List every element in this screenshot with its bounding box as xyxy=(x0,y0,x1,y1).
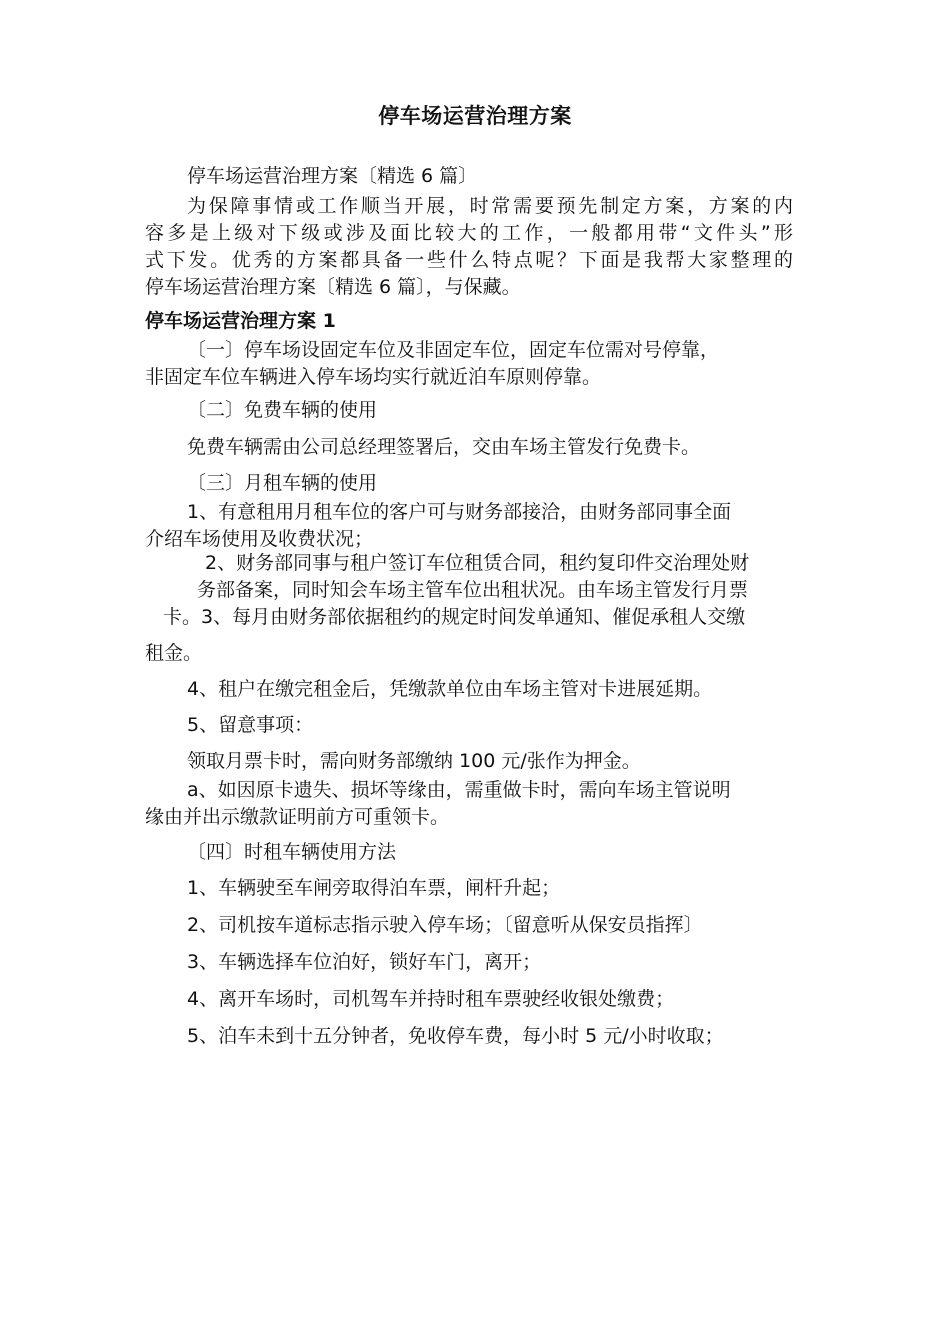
s4-heading: 〔四〕时租车辆使用方法 xyxy=(187,841,397,863)
s3-4: 4、租户在缴完租金后，凭缴款单位由车场主管对卡进展延期。 xyxy=(187,678,713,700)
intro-line-4: 停车场运营治理方案〔精选 6 篇〕，与保藏。 xyxy=(145,276,521,298)
s3-heading: 〔三〕月租车辆的使用 xyxy=(187,472,378,494)
document-subtitle: 停车场运营治理方案〔精选 6 篇〕 xyxy=(187,165,478,187)
s1-line-1: 〔一〕停车场设固定车位及非固定车位，固定车位需对号停靠， xyxy=(187,339,720,361)
s4-item-4: 4、离开车场时，司机驾车并持时租车票驶经收银处缴费； xyxy=(187,988,675,1010)
s2-text: 免费车辆需由公司总经理签署后，交由车场主管发行免费卡。 xyxy=(187,436,701,458)
s4-item-5: 5、泊车未到十五分钟者，免收停车费，每小时 5 元/小时收取； xyxy=(187,1025,724,1047)
s3-5-a-line-2: 缘由并出示缴款证明前方可重领卡。 xyxy=(145,806,450,828)
s3-5-a-line-1: a、如因原卡遗失、损坏等缘由，需重做卡时，需向车场主管说明 xyxy=(187,779,731,801)
document-title: 停车场运营治理方案 xyxy=(378,104,572,128)
s3-5-text: 领取月票卡时，需向财务部缴纳 100 元/张作为押金。 xyxy=(187,750,641,772)
s3-1-line-1: 1、有意租用月租车位的客户可与财务部接洽，由财务部同事全面 xyxy=(187,501,732,523)
s3-2-line-4: 租金。 xyxy=(145,642,203,664)
s3-2-line-1: 2、财务部同事与租户签订车位租赁合同，租约复印件交治理处财 xyxy=(205,552,750,574)
intro-line-2: 容多是上级对下级或涉及面比较大的工作，一般都用带“文件头”形 xyxy=(145,222,793,244)
s3-2-line-2: 务部备案，同时知会车场主管车位出租状况。由车场主管发行月票 xyxy=(197,579,749,601)
intro-line-3: 式下发。优秀的方案都具备一些什么特点呢？下面是我帮大家整理的 xyxy=(145,249,793,271)
intro-line-1: 为保障事情或工作顺当开展，时常需要预先制定方案，方案的内 xyxy=(187,195,793,217)
s3-5: 5、留意事项： xyxy=(187,714,314,736)
s3-1-line-2: 介绍车场使用及收费状况； xyxy=(145,528,374,550)
section-heading: 停车场运营治理方案 1 xyxy=(145,310,336,332)
s3-2-line-3: 卡。3、每月由财务部依据租约的规定时间发单通知、催促承租人交缴 xyxy=(163,606,746,628)
s1-line-2: 非固定车位车辆进入停车场均实行就近泊车原则停靠。 xyxy=(145,366,602,388)
s4-item-2: 2、司机按车道标志指示驶入停车场；〔留意听从保安员指挥〕 xyxy=(187,914,703,936)
s4-item-3: 3、车辆选择车位泊好，锁好车门，离开； xyxy=(187,951,542,973)
s4-item-1: 1、车辆驶至车闸旁取得泊车票，闸杆升起； xyxy=(187,877,561,899)
s2-heading: 〔二〕免费车辆的使用 xyxy=(187,399,378,421)
